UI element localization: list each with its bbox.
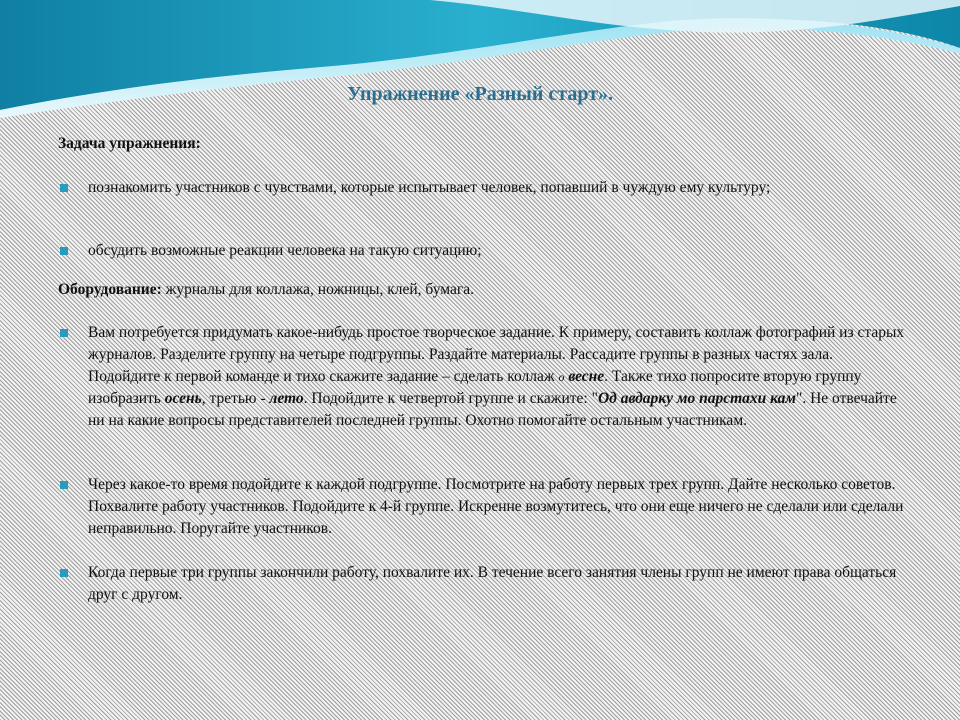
para-text: Вам потребуется придумать какое-нибудь простое творческое задание. К примеру, составить коллаж фотографий из старых журналов. Разделите группу на четыре подгруппы. Раздайте материалы. Рассадите группы в разных частях зала. Подойдите к первой команде и тихо скажите задание – сделать коллаж — [88, 324, 905, 385]
bullet-icon — [60, 184, 68, 192]
bullet-icon — [60, 329, 68, 337]
para-text: Когда первые три группы закончили работу, похвалите их. В течение всего занятия члены групп не имеют права общаться друг с другом. — [88, 564, 897, 603]
equipment-label: Оборудование: — [58, 281, 162, 298]
item-text: обсудить возможные реакции человека на такую ситуацию; — [88, 242, 482, 259]
list-item — [88, 474, 908, 540]
task-label: Задача упражнения: — [58, 135, 201, 152]
para-text: ". Не отвечайте ни на какие вопросы представителей последней группы. Охотно помогайте остальным участникам. — [88, 390, 897, 429]
emphasis-text: весне — [568, 368, 605, 385]
para-text: , третью - — [201, 390, 270, 407]
para-text: Через какое-то время подойдите к каждой подгруппе. Посмотрите на работу первых трех групп. Дайте несколько советов. Похвалите работу участников. Подойдите к 4-й группе. Искренне возмутитесь, что они еще ничего не сделали или сделали неправильно. Поругайте участников. — [88, 476, 904, 537]
list-item — [88, 177, 908, 199]
slide-title: Упражнение «Разный старт». — [346, 83, 614, 105]
equipment-text: журналы для коллажа, ножницы, клей, бумага. — [161, 281, 474, 298]
list-item — [88, 322, 908, 432]
list-item — [88, 240, 908, 262]
equipment-line — [58, 281, 474, 299]
emphasis-text: лето — [269, 390, 304, 407]
item-text: познакомить участников с чувствами, которые испытывает человек, попавший в чуждую ему культуру; — [88, 179, 771, 196]
bullet-icon — [60, 569, 68, 577]
bullet-icon — [60, 481, 68, 489]
para-text: . Также тихо попросите вторую группу изобразить — [88, 368, 862, 407]
phrase-text: Од авдарку мо парстахи кам — [597, 390, 797, 407]
para-text: . Подойдите к четвертой группе и скажите: " — [303, 390, 598, 407]
bullet-icon — [60, 247, 68, 255]
para-text-small: о — [558, 370, 565, 384]
emphasis-text: осень — [164, 390, 202, 407]
list-item — [88, 562, 908, 606]
